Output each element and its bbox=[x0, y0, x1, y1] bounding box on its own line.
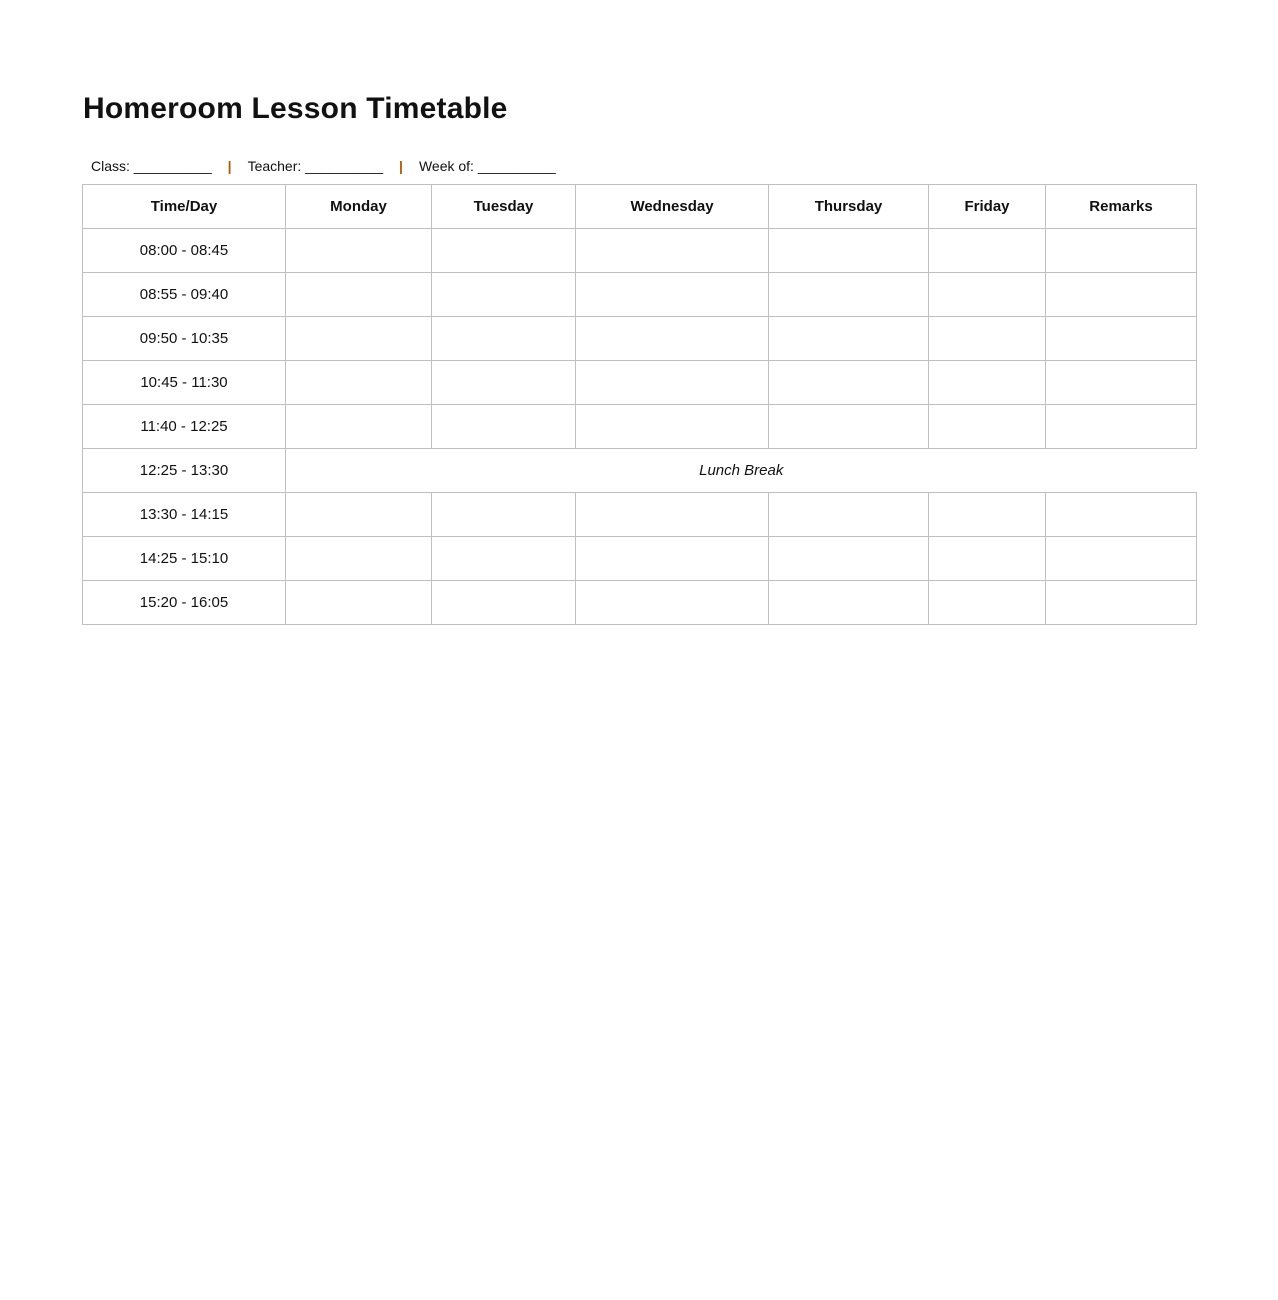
lunch-row bbox=[83, 449, 1197, 493]
lesson-cell[interactable] bbox=[432, 273, 576, 317]
lesson-cell[interactable] bbox=[1046, 273, 1197, 317]
lesson-cell[interactable] bbox=[432, 493, 576, 537]
lesson-cell[interactable] bbox=[432, 537, 576, 581]
table-row bbox=[83, 537, 1197, 581]
lesson-cell[interactable] bbox=[929, 581, 1046, 625]
lesson-cell[interactable] bbox=[576, 405, 769, 449]
header-row bbox=[83, 185, 1197, 229]
lesson-cell[interactable] bbox=[286, 273, 432, 317]
lesson-cell[interactable] bbox=[576, 493, 769, 537]
lesson-cell[interactable] bbox=[1046, 229, 1197, 273]
lesson-cell[interactable] bbox=[769, 581, 929, 625]
table-row bbox=[83, 229, 1197, 273]
lesson-cell[interactable] bbox=[929, 493, 1046, 537]
lesson-cell[interactable] bbox=[576, 361, 769, 405]
time-cell: 08:00 - 08:45 bbox=[83, 229, 286, 273]
table-row bbox=[83, 493, 1197, 537]
lesson-cell[interactable] bbox=[1046, 361, 1197, 405]
separator: | bbox=[227, 158, 232, 174]
lesson-cell[interactable] bbox=[769, 493, 929, 537]
lesson-cell[interactable] bbox=[432, 581, 576, 625]
table-row bbox=[83, 361, 1197, 405]
lesson-cell[interactable] bbox=[929, 405, 1046, 449]
page-title: Homeroom Lesson Timetable bbox=[83, 92, 508, 125]
lesson-cell[interactable] bbox=[929, 273, 1046, 317]
lesson-cell[interactable] bbox=[1046, 581, 1197, 625]
lesson-cell[interactable] bbox=[286, 405, 432, 449]
table-row bbox=[83, 581, 1197, 625]
lesson-cell[interactable] bbox=[769, 361, 929, 405]
lesson-cell[interactable] bbox=[432, 361, 576, 405]
lesson-cell[interactable] bbox=[1046, 405, 1197, 449]
table-row bbox=[83, 405, 1197, 449]
table-row bbox=[83, 273, 1197, 317]
lesson-cell[interactable] bbox=[286, 317, 432, 361]
header-wednesday: Wednesday bbox=[576, 185, 769, 229]
lesson-cell[interactable] bbox=[286, 493, 432, 537]
lunch-break-cell: Lunch Break bbox=[286, 449, 1197, 493]
lesson-cell[interactable] bbox=[432, 317, 576, 361]
lesson-cell[interactable] bbox=[769, 229, 929, 273]
lesson-cell[interactable] bbox=[286, 361, 432, 405]
week-field: Week of: __________ bbox=[418, 158, 556, 174]
lesson-cell[interactable] bbox=[1046, 493, 1197, 537]
time-cell: 10:45 - 11:30 bbox=[83, 361, 286, 405]
lesson-cell[interactable] bbox=[929, 537, 1046, 581]
time-cell: 15:20 - 16:05 bbox=[83, 581, 286, 625]
time-cell: 09:50 - 10:35 bbox=[83, 317, 286, 361]
time-cell: 08:55 - 09:40 bbox=[83, 273, 286, 317]
lesson-cell[interactable] bbox=[929, 361, 1046, 405]
header-thursday: Thursday bbox=[769, 185, 929, 229]
lesson-cell[interactable] bbox=[432, 229, 576, 273]
lesson-cell[interactable] bbox=[769, 537, 929, 581]
lesson-cell[interactable] bbox=[929, 317, 1046, 361]
lesson-cell[interactable] bbox=[769, 273, 929, 317]
time-cell: 11:40 - 12:25 bbox=[83, 405, 286, 449]
lesson-cell[interactable] bbox=[576, 229, 769, 273]
table-row bbox=[83, 317, 1197, 361]
lesson-cell[interactable] bbox=[929, 229, 1046, 273]
time-cell: 14:25 - 15:10 bbox=[83, 537, 286, 581]
header-monday: Monday bbox=[286, 185, 432, 229]
header-friday: Friday bbox=[929, 185, 1046, 229]
timetable bbox=[82, 184, 1197, 625]
lesson-cell[interactable] bbox=[576, 317, 769, 361]
teacher-field: Teacher: __________ bbox=[247, 158, 384, 174]
lesson-cell[interactable] bbox=[576, 273, 769, 317]
separator: | bbox=[399, 158, 403, 174]
header-time: Time/Day bbox=[83, 185, 286, 229]
lesson-cell[interactable] bbox=[286, 581, 432, 625]
class-field: Class: __________ bbox=[91, 158, 212, 174]
lesson-cell[interactable] bbox=[769, 405, 929, 449]
lesson-cell[interactable] bbox=[769, 317, 929, 361]
lesson-cell[interactable] bbox=[286, 229, 432, 273]
lesson-cell[interactable] bbox=[1046, 317, 1197, 361]
lesson-cell[interactable] bbox=[432, 405, 576, 449]
header-remarks: Remarks bbox=[1046, 185, 1197, 229]
lesson-cell[interactable] bbox=[576, 537, 769, 581]
lesson-cell[interactable] bbox=[1046, 537, 1197, 581]
timetable-meta bbox=[91, 158, 556, 174]
time-cell: 12:25 - 13:30 bbox=[83, 449, 286, 493]
time-cell: 13:30 - 14:15 bbox=[83, 493, 286, 537]
lesson-cell[interactable] bbox=[286, 537, 432, 581]
lesson-cell[interactable] bbox=[576, 581, 769, 625]
header-tuesday: Tuesday bbox=[432, 185, 576, 229]
